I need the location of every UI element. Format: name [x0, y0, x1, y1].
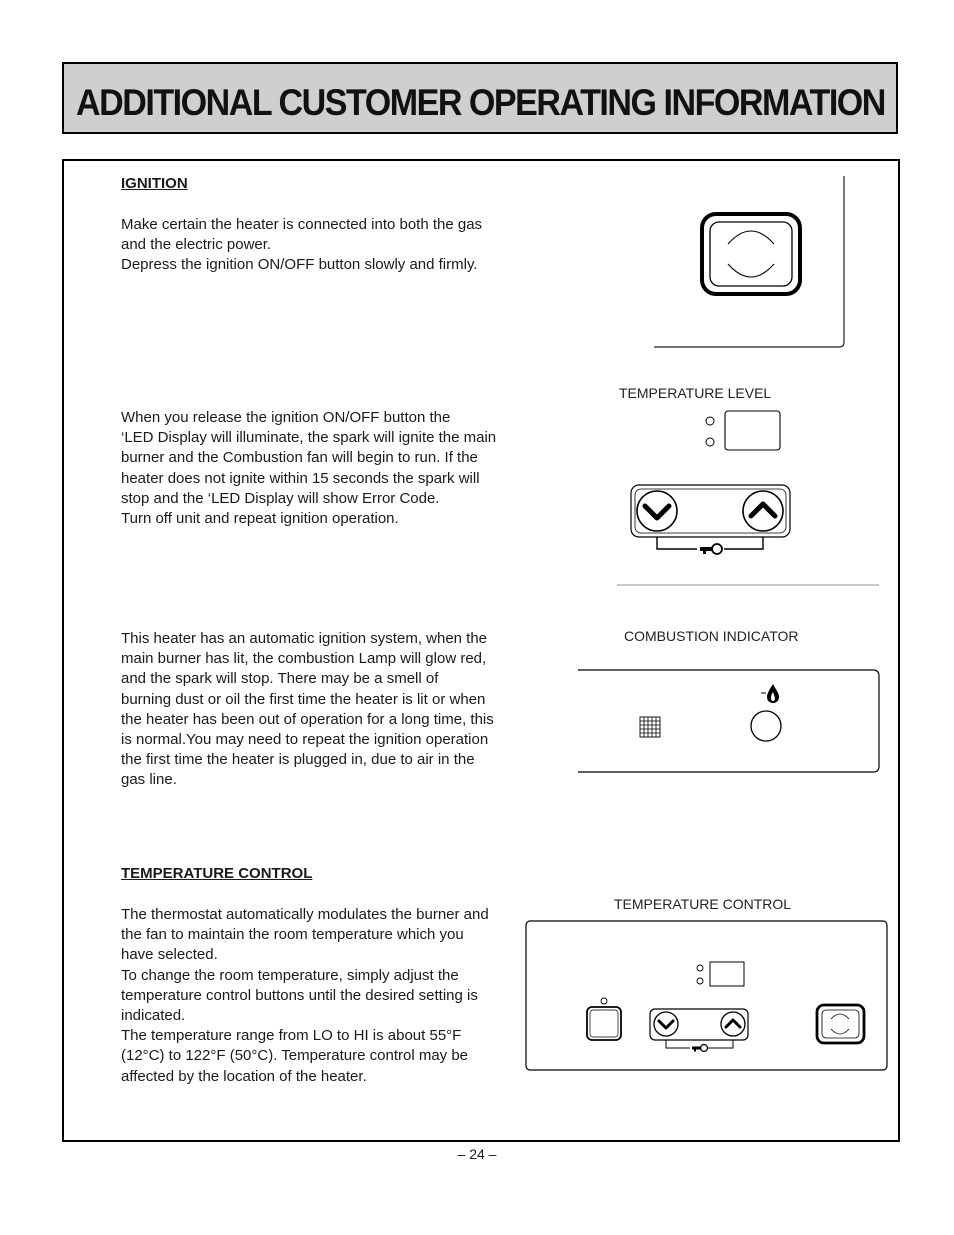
- vent-grid-icon: [640, 717, 660, 737]
- temperature-control-heading: TEMPERATURE CONTROL: [121, 865, 313, 882]
- indicator-led-icon: [706, 417, 714, 425]
- text-line: main burner has lit, the combustion Lamp will glow red,: [121, 650, 487, 668]
- text-line: burner and the Combustion fan will begin to run. If the: [121, 449, 478, 467]
- text-line: indicated.: [121, 1007, 186, 1025]
- text-line: Depress the ignition ON/OFF button slowly and firmly.: [121, 256, 478, 274]
- combustion-indicator-figure: [570, 660, 885, 780]
- indicator-led-icon: [697, 965, 703, 971]
- temperature-down-button[interactable]: [637, 491, 677, 531]
- text-line: the heater has been out of operation for a long time, this: [121, 710, 494, 728]
- text-line: Turn off unit and repeat ignition operation.: [121, 510, 399, 528]
- text-line: affected by the location of the heater.: [121, 1067, 367, 1085]
- text-line: heater does not ignite within 15 seconds the spark will: [121, 469, 480, 487]
- indicator-led-icon: [601, 998, 607, 1004]
- led-display: [725, 411, 780, 450]
- led-display: [710, 962, 744, 986]
- page-title: ADDITIONAL CUSTOMER OPERATING INFORMATION: [76, 82, 885, 123]
- text-line: burning dust or oil the first time the heater is lit or when: [121, 690, 486, 708]
- text-line: and the spark will stop. There may be a smell of: [121, 670, 439, 688]
- left-panel-button[interactable]: [587, 1007, 621, 1040]
- text-line: The thermostat automatically modulates the burner and: [121, 906, 489, 923]
- page-header: [62, 62, 898, 134]
- temperature-down-button[interactable]: [654, 1012, 678, 1036]
- temperature-level-label: TEMPERATURE LEVEL: [619, 385, 772, 401]
- on-off-button[interactable]: [702, 214, 800, 294]
- indicator-led-icon: [697, 978, 703, 984]
- text-line: ‘LED Display will illuminate, the spark will ignite the main: [121, 429, 497, 447]
- combustion-lamp: [751, 711, 781, 741]
- temperature-up-button[interactable]: [721, 1012, 745, 1036]
- combustion-indicator-label: COMBUSTION INDICATOR: [624, 628, 799, 644]
- text-line: and the electric power.: [121, 236, 272, 254]
- temperature-control-label: TEMPERATURE CONTROL: [614, 896, 792, 912]
- text-line: When you release the ignition ON/OFF button the: [121, 409, 451, 426]
- text-line: temperature control buttons until the desired setting is: [121, 986, 478, 1004]
- temperature-control-panel-figure: [520, 915, 892, 1075]
- key-lock-icon: [700, 544, 722, 554]
- ignition-paragraph-2: [121, 408, 496, 529]
- text-line: the first time the heater is plugged in, due to air in the: [121, 751, 475, 769]
- text-line: To change the room temperature, simply adjust the: [121, 966, 459, 984]
- flame-icon: [761, 684, 779, 703]
- temperature-up-button[interactable]: [743, 491, 783, 531]
- text-line: the fan to maintain the room temperature which you: [121, 926, 464, 944]
- ignition-paragraph-3: [121, 629, 494, 791]
- ignition-paragraph-1: [121, 215, 482, 276]
- text-line: gas line.: [121, 771, 177, 789]
- text-line: (12°C) to 122°F (50°C). Temperature control may be: [121, 1047, 469, 1065]
- ignition-heading: IGNITION: [121, 175, 188, 192]
- text-line: This heater has an automatic ignition system, when the: [121, 630, 488, 647]
- text-line: is normal.You may need to repeat the ignition operation: [121, 731, 489, 749]
- page-number: – 24 –: [457, 1146, 497, 1162]
- temperature-control-paragraph: [121, 905, 489, 1087]
- text-line: The temperature range from LO to HI is about 55°F: [121, 1027, 462, 1045]
- indicator-led-icon: [706, 438, 714, 446]
- text-line: stop and the ‘LED Display will show Error Code.: [121, 489, 440, 507]
- text-line: Make certain the heater is connected into both the gas: [121, 216, 483, 233]
- temperature-level-figure: [600, 400, 885, 590]
- text-line: have selected.: [121, 946, 218, 964]
- ignition-button-figure: [640, 170, 860, 355]
